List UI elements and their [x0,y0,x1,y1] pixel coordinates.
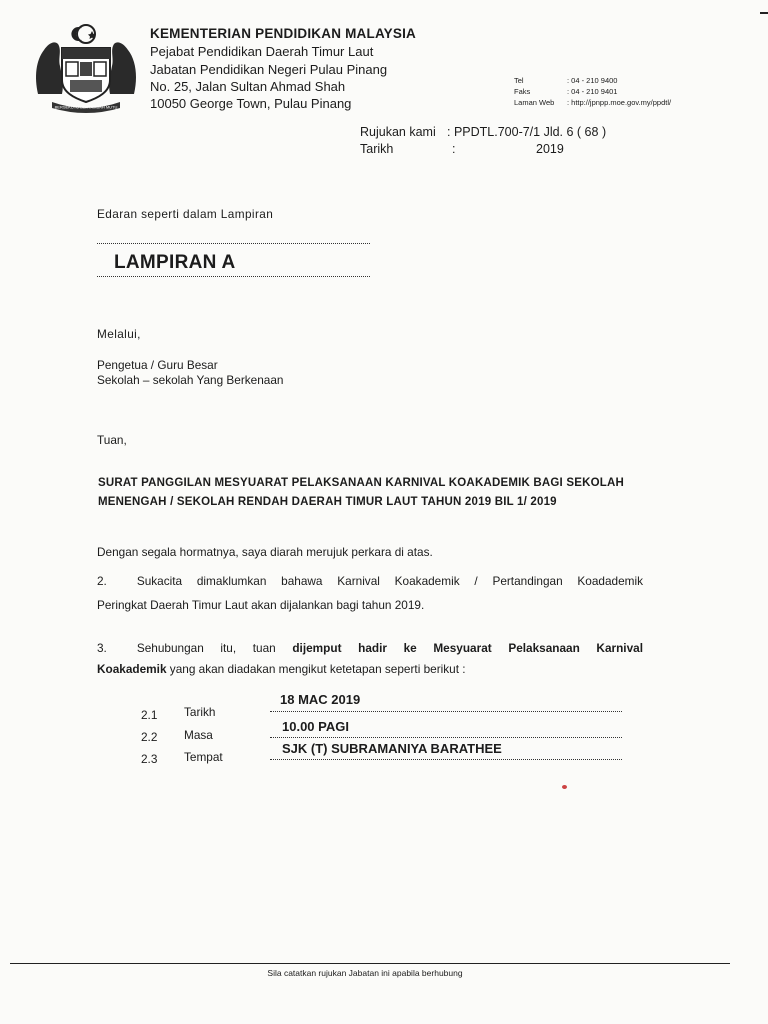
subject-heading: SURAT PANGGILAN MESYUARAT PELAKSANAAN KARNIVAL KOAKADEMIK BAGI SEKOLAH MENENGAH / SEKOLAH RENDAH DAERAH TIMUR LAUT TAHUN 2019 BIL 1/ 2019 [98,477,624,508]
footer-note: Sila catatkan rujukan Jabatan ini apabila berhubung [267,968,463,978]
dotted-rule [270,759,622,760]
via-line-2: Sekolah – sekolah Yang Berkenaan [97,373,284,387]
paragraph-text: Sukacita dimaklumkan bahawa Karnival Koakademik / Pertandingan Koadademik [136,574,643,588]
reference-label: Rujukan kami [360,125,436,139]
detail-label: Tempat [184,750,223,764]
dotted-rule [97,276,370,277]
annex-label: LAMPIRAN A [114,252,236,273]
reference-number: : PPDTL.700-7/1 Jld. 6 ( 68 ) [447,125,607,139]
detail-label: Masa [184,728,213,742]
paragraph-2 [97,574,643,612]
detail-number: 2.2 [141,730,158,744]
paragraph-text: yang akan diadakan mengikut ketetapan seperti berikut : [166,662,466,676]
malaysia-crest-icon [32,22,140,114]
paragraph-number: 3. [97,641,107,655]
website-label: Laman Web [514,98,555,107]
address-city: 10050 George Town, Pulau Pinang [150,96,352,111]
address-street: No. 25, Jalan Sultan Ahmad Shah [150,79,346,94]
meeting-date: 18 MAC 2019 [280,692,361,707]
detail-number: 2.3 [141,752,158,766]
detail-label: Tarikh [184,705,216,719]
department-name: Jabatan Pendidikan Negeri Pulau Pinang [150,62,388,77]
footer-rule [10,963,730,964]
paragraph-emphasis: dijemput hadir ke Mesyuarat Pelaksanaan Karnival [292,641,643,655]
tel-label: Tel [514,76,524,85]
office-name: Pejabat Pendidikan Daerah Timur Laut [150,44,374,59]
svg-text:BERSEKUTU BERTAMBAH MUTU: BERSEKUTU BERTAMBAH MUTU [54,104,118,110]
dotted-rule [270,737,622,738]
website-value: : http://jpnpp.moe.gov.my/ppdtl/ [567,98,672,107]
detail-number: 2.1 [141,708,158,722]
ink-speck [562,785,567,789]
date-year: 2019 [536,142,564,156]
meeting-time: 10.00 PAGI [282,719,349,734]
dotted-rule [270,711,622,712]
scan-mark [760,12,768,14]
paragraph-number: 2. [97,574,107,588]
salutation: Tuan, [97,433,127,447]
paragraph-3 [97,641,643,676]
distribution-note: Edaran seperti dalam Lampiran [97,207,274,221]
fax-value: : 04 - 210 9401 [567,87,618,96]
meeting-venue: SJK (T) SUBRAMANIYA BARATHEE [282,741,502,756]
paragraph-emphasis: Koakademik [97,662,167,676]
greeting-text: Dengan segala hormatnya, saya diarah merujuk perkara di atas. [97,545,433,559]
paragraph-text: Peringkat Daerah Timur Laut akan dijalankan bagi tahun 2019. [97,598,425,612]
paragraph-text: Sehubungan itu, tuan [136,641,293,655]
via-label: Melalui, [97,327,141,341]
dotted-rule [97,243,370,244]
date-colon: : [452,142,456,156]
fax-label: Faks [514,87,531,96]
via-line-1: Pengetua / Guru Besar [97,358,218,372]
date-label: Tarikh [360,142,394,156]
ministry-name: KEMENTERIAN PENDIDIKAN MALAYSIA [150,26,416,41]
tel-value: : 04 - 210 9400 [567,76,618,85]
